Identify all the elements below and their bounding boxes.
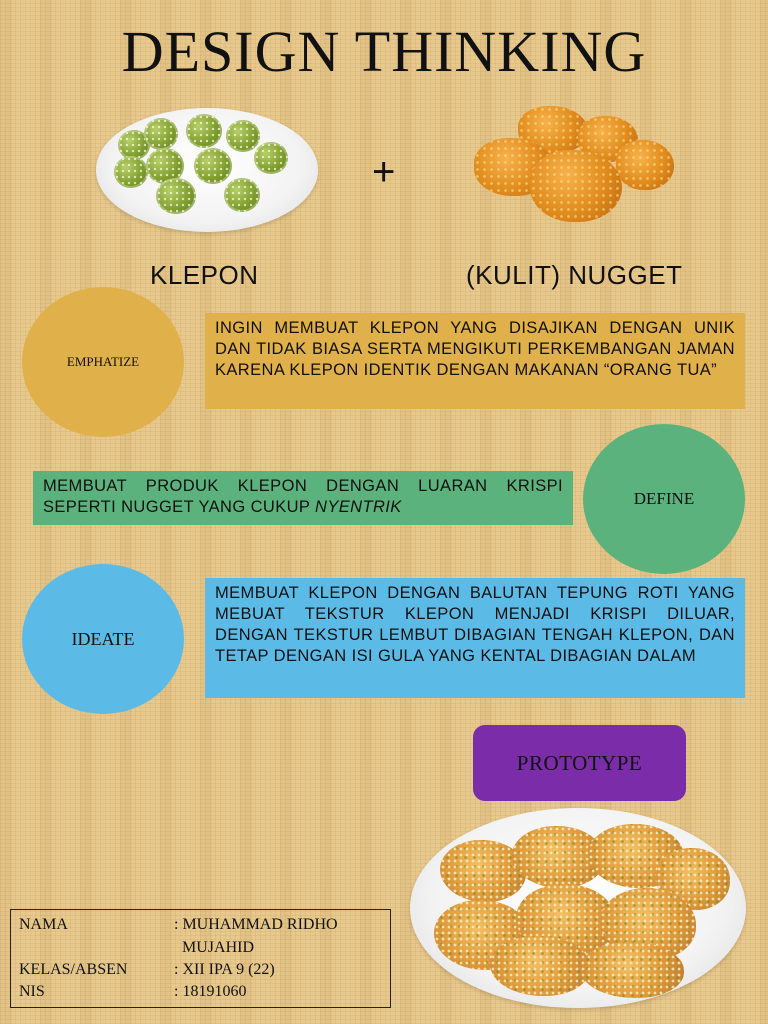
nama-value-line-2: MUJAHID — [182, 939, 254, 956]
nugget-label: (KULIT) NUGGET — [466, 260, 683, 290]
kelas-value: : XII IPA 9 (22) — [174, 961, 275, 978]
page-title: DESIGN THINKING — [121, 19, 647, 84]
define-text — [33, 471, 573, 525]
klepon-label: KLEPON — [150, 260, 259, 290]
define-text-main: MEMBUAT PRODUK KLEPON DENGAN LUARAN KRISPI SEPERTI NUGGET YANG CUKUP — [43, 477, 563, 516]
nis-value: : 18191060 — [174, 983, 247, 1000]
student-info-box — [10, 909, 391, 1008]
emphatize-text: INGIN MEMBUAT KLEPON YANG DISAJIKAN DENGAN UNIK DAN TIDAK BIASA SERTA MENGIKUTI PERKEMBANGAN JAMAN KARENA KLEPON IDENTIK DENGAN MAKANAN “ORANG TUA” — [205, 313, 745, 409]
ideate-label: IDEATE — [71, 628, 135, 649]
klepon-image — [96, 108, 318, 232]
kelas-label: KELAS/ABSEN — [19, 961, 128, 978]
nama-value-line-1: : MUHAMMAD RIDHO — [174, 916, 338, 933]
prototype-image — [410, 808, 746, 1008]
nama-label: NAMA — [19, 916, 68, 933]
ideate-text: MEMBUAT KLEPON DENGAN BALUTAN TEPUNG ROTI YANG MEBUAT TEKSTUR KLEPON MENJADI KRISPI DILUAR, DENGAN TEKSTUR LEMBUT DIBAGIAN TENGAH KLEPON, DAN TETAP DENGAN ISI GULA YANG KENTAL DIBAGIAN DALAM — [205, 578, 745, 698]
emphatize-label: EMPHATIZE — [66, 354, 140, 369]
emphatize-circle — [22, 287, 184, 437]
prototype-box — [473, 725, 686, 801]
define-circle — [583, 424, 745, 574]
plus-sign: + — [372, 150, 396, 194]
ideate-circle — [22, 564, 184, 714]
nis-label: NIS — [19, 983, 45, 1000]
nugget-image — [470, 100, 680, 230]
prototype-label: PROTOTYPE — [516, 750, 643, 775]
define-text-italic: NYENTRIK — [315, 498, 402, 516]
define-label: DEFINE — [633, 489, 695, 508]
